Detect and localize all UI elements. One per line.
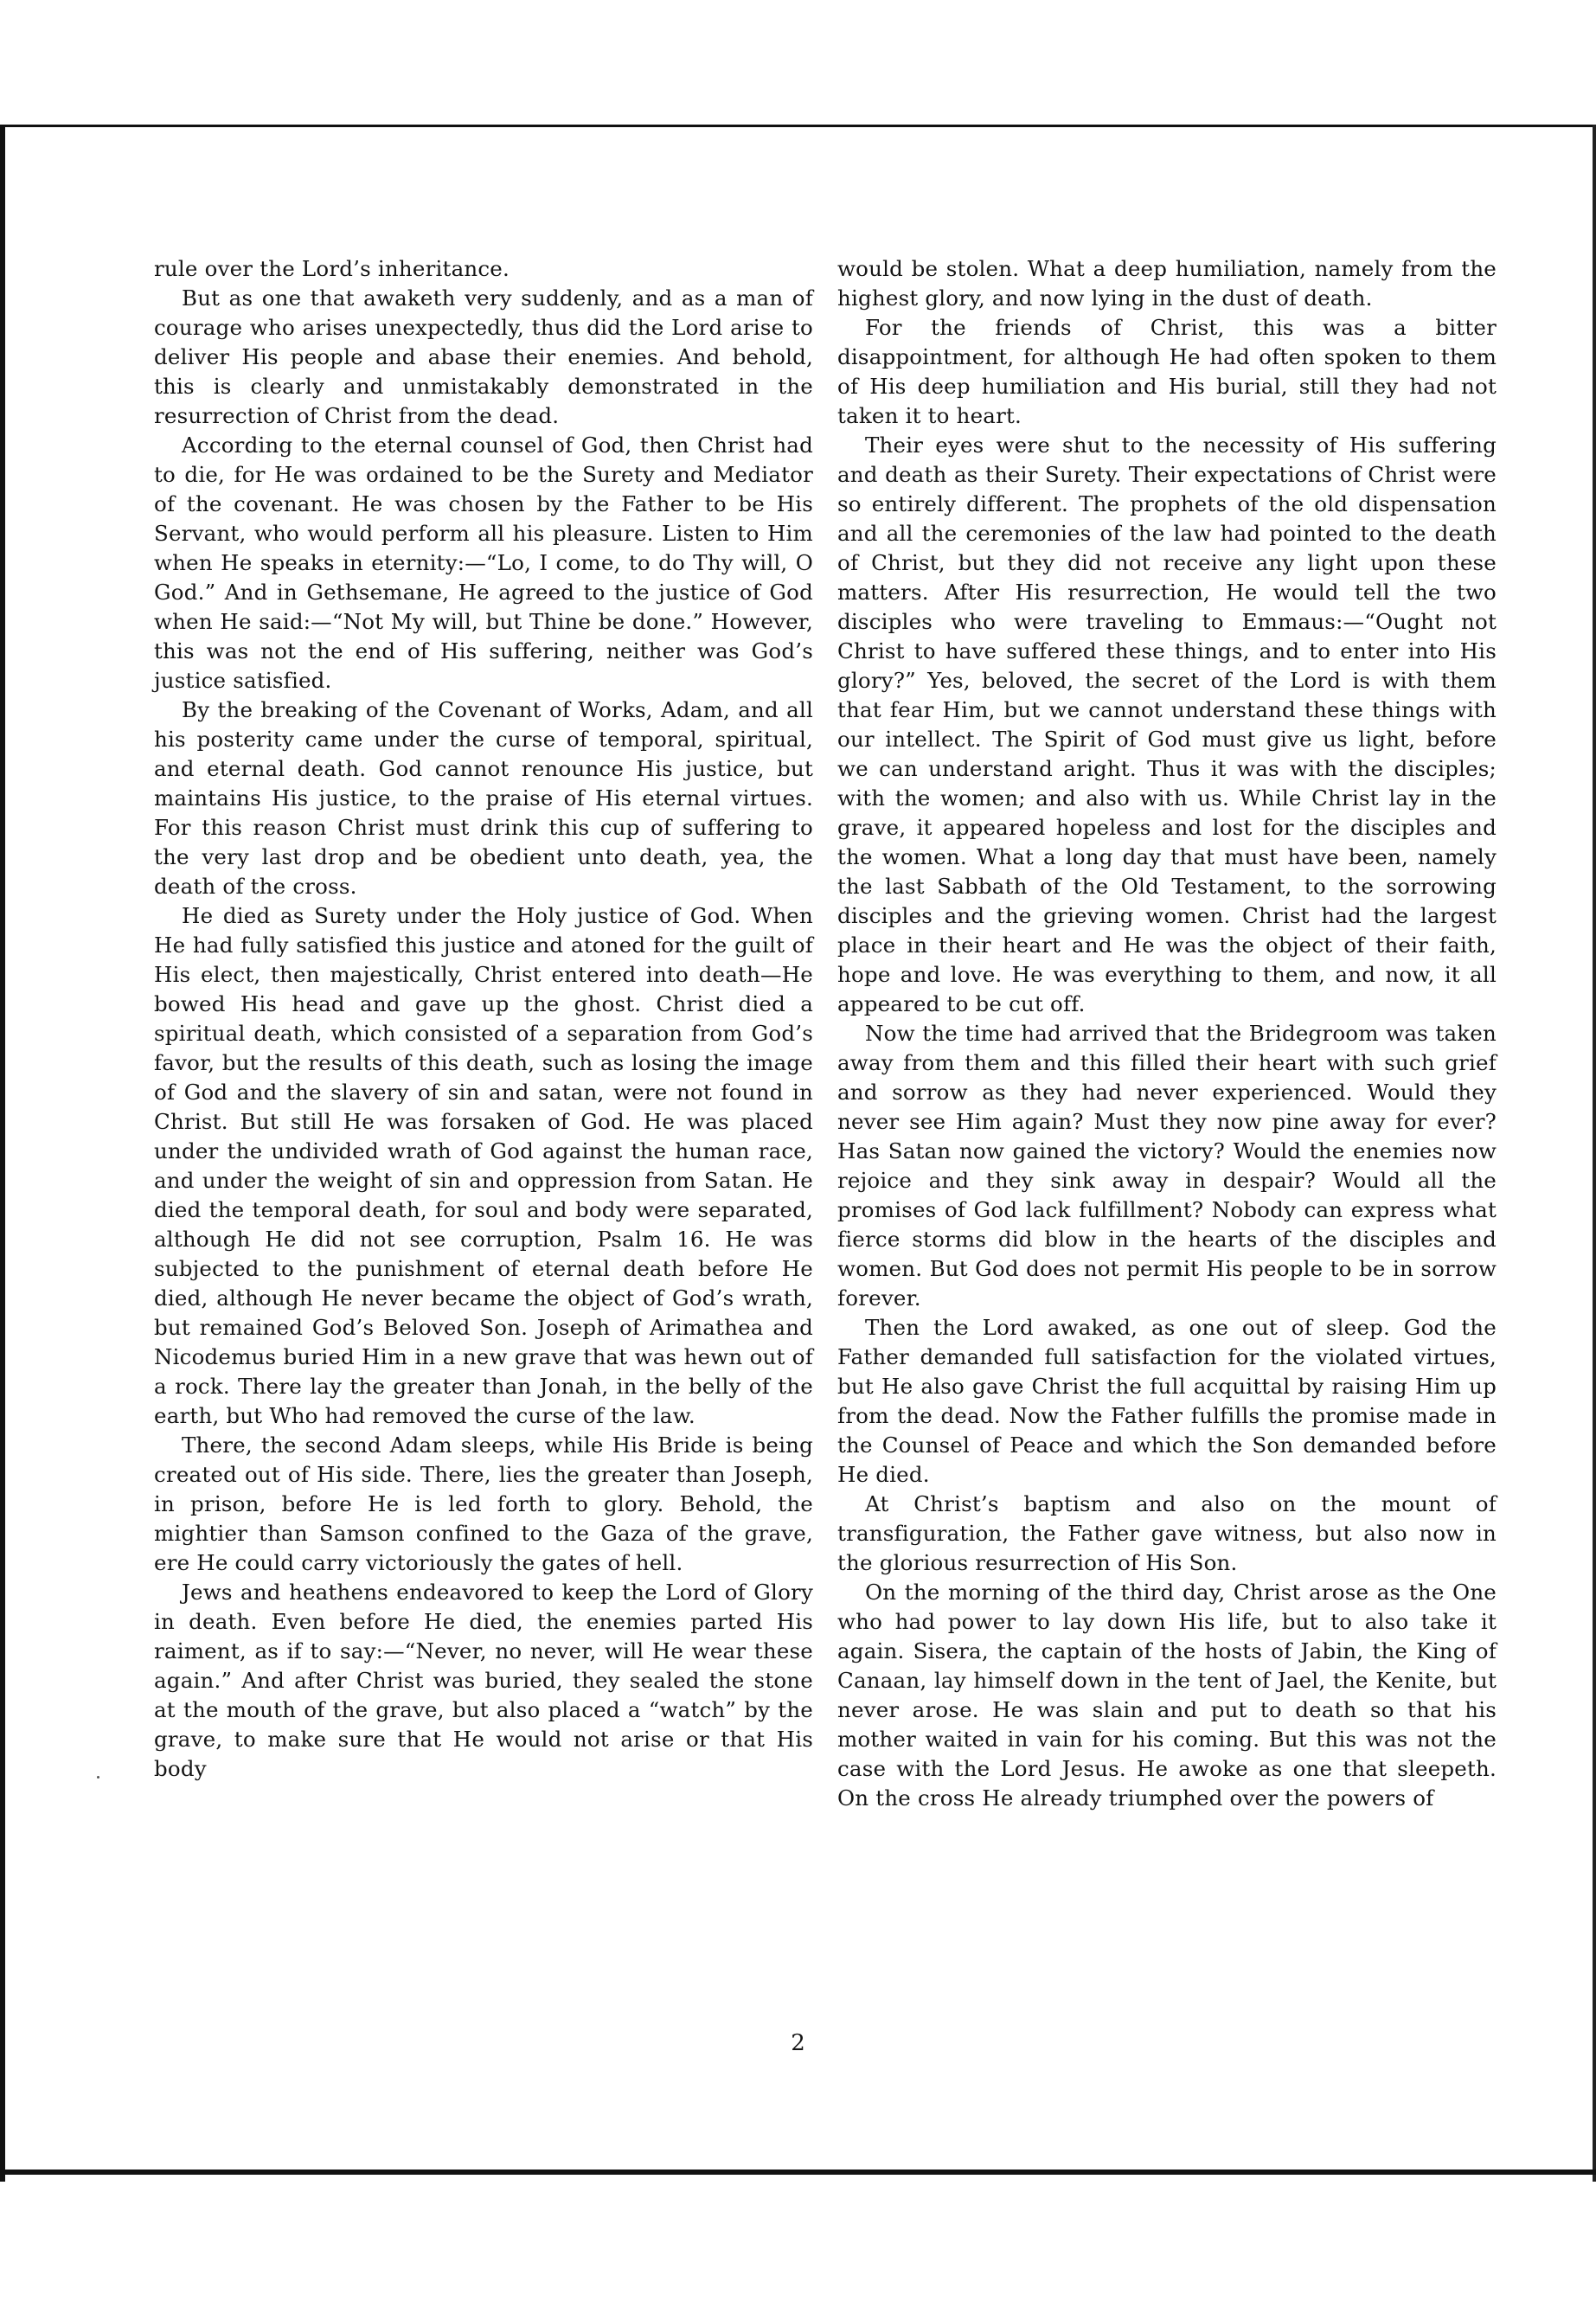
page-number: 2 <box>791 2030 805 2056</box>
paragraph-jews-and-heathens: Jews and heathens endeavored to keep the Lord of Glory in death. Even before He died, the enemies parted His raiment, as if to say:—“Never, no never, will He wear these again.” And after Christ was buried, they sealed the stone at the mouth of the grave, but also placed a “watch” by the grave, to make sure that He would not arise or that His body <box>154 1580 813 1781</box>
paragraph-covenant-of-works: By the breaking of the Covenant of Works, Adam, and all his posterity came under the curse of temporal, spiritual, and eternal death. God cannot renounce His justice, but maintains His justice, to the praise of His eternal virtues. For this reason Christ must drink this cup of suffering to the very last drop and be obedient unto death, yea, the death of the cross. <box>154 697 813 899</box>
right-border-line <box>1593 125 1596 2182</box>
paragraph-lord-awaked: Then the Lord awaked, as one out of sleep. God the Father demanded full satisfaction for the violated virtues, but He also gave Christ the full acquittal by raising Him up from the dead. Now the Father fulfills the promise made in the Counsel of Peace and which the Son demanded before He died. <box>837 1315 1497 1487</box>
paragraph-friends-of-christ: For the friends of Christ, this was a bitter disappointment, for although He had often spoken to them of His deep humiliation and His burial, still they had not taken it to heart. <box>837 315 1497 428</box>
scan-speck <box>97 1776 99 1779</box>
paragraph-third-day: On the morning of the third day, Christ arose as the One who had power to lay down His life, but to also take it again. Sisera, the captain of the hosts of Jabin, the King of Canaan, lay himself down in the tent of Jael, the Kenite, but never arose. He was slain and put to death so that his mother waited in vain for his coming. But this was not the case with the Lord Jesus. He awoke as one that sleepeth. On the cross He already triumphed over the powers of <box>837 1580 1497 1811</box>
top-border-line <box>0 125 1596 127</box>
bottom-border-line <box>0 2170 1596 2175</box>
left-border-line <box>0 125 5 2182</box>
paragraph-eyes-were-shut: Their eyes were shut to the necessity of His suffering and death as their Surety. Their expectations of Christ were so entirely different. The prophets of the old dispensation and all the ceremonies of the law had pointed to the death of Christ, but they did not receive any light upon these matters. After His resurrection, He would tell the two disciples who were traveling to Emmaus:—“Ought not Christ to have suffered these things, and to enter into His glory?” Yes, beloved, the secret of the Lord is with them that fear Him, but we cannot understand these things with our intellect. The Spirit of God must give us light, before we can understand aright. Thus it was with the disciples; with the women; and also with us. While Christ lay in the grave, it appeared hopeless and lost for the disciples and the women. What a long day that must have been, namely the last Sabbath of the Old Testament, to the sorrowing disciples and the grieving women. Christ had the largest place in their heart and He was the object of their faith, hope and love. He was everything to them, and now, it all appeared to be cut off. <box>837 433 1497 1016</box>
paragraph-continued-stolen: would be stolen. What a deep humiliation, namely from the highest glory, and now lying in the dust of death. <box>837 256 1497 311</box>
paragraph-bridegroom-taken: Now the time had arrived that the Bridegroom was taken away from them and this filled their heart with such grief and sorrow as they had never experienced. Would they never see Him again? Must they now pine away for ever? Has Satan now gained the victory? Would the enemies now rejoice and they sink away in despair? Would all the promises of God lack fulfillment? Nobody can express what fierce storms did blow in the hearts of the disciples and women. But God does not permit His people to be in sorrow forever. <box>837 1021 1497 1311</box>
paragraph-baptism-transfiguration: At Christ’s baptism and also on the mount of transfiguration, the Father gave witness, but also now in the glorious resurrection of His Son. <box>837 1491 1497 1575</box>
paragraph-continued-inheritance: rule over the Lord’s inheritance. <box>154 256 510 281</box>
paragraph-eternal-counsel: According to the eternal counsel of God, then Christ had to die, for He was ordained to be the Surety and Mediator of the covenant. He was chosen by the Father to be His Servant, who would perform all his pleasure. Listen to Him when He speaks in eternity:—“Lo, I come, to do Thy will, O God.” And in Gethsemane, He agreed to the justice of God when He said:—“Not My will, but Thine be done.” However, this was not the end of His suffering, neither was God’s justice satisfied. <box>154 433 813 693</box>
paragraph-lord-arise: But as one that awaketh very suddenly, and as a man of courage who arises unexpectedly, thus did the Lord arise to deliver His people and abase their enemies. And behold, this is clearly and unmistakably demonstrated in the resurrection of Christ from the dead. <box>154 285 813 428</box>
right-text-column <box>837 254 1497 1813</box>
paragraph-died-as-surety: He died as Surety under the Holy justice of God. When He had fully satisfied this justice and atoned for the guilt of His elect, then majestically, Christ entered into death—He bowed His head and gave up the ghost. Christ died a spiritual death, which consisted of a separation from God’s favor, but the results of this death, such as losing the image of God and the slavery of sin and satan, were not found in Christ. But still He was forsaken of God. He was placed under the undivided wrath of God against the human race, and under the weight of sin and oppression from Satan. He died the temporal death, for soul and body were separated, although He did not see corruption, Psalm 16. He was subjected to the punishment of eternal death before He died, although He never became the object of God’s wrath, but remained God’s Beloved Son. Joseph of Arimathea and Nicodemus buried Him in a new grave that was hewn out of a rock. There lay the greater than Jonah, in the belly of the earth, but Who had removed the curse of the law. <box>154 903 813 1428</box>
left-text-column <box>154 254 813 1784</box>
paragraph-second-adam: There, the second Adam sleeps, while His Bride is being created out of His side. There, lies the greater than Joseph, in prison, before He is led forth to glory. Behold, the mightier than Samson confined to the Gaza of the grave, ere He could carry victoriously the gates of hell. <box>154 1433 813 1575</box>
